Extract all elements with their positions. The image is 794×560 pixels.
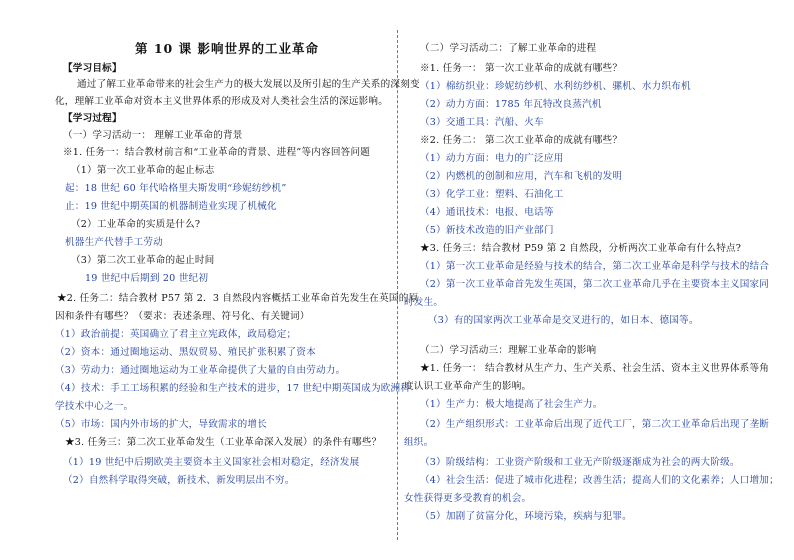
feature-2-line-1: （2）第一次工业革命首先发生英国，第二次工业革命几乎在主要资本主义国家同 — [420, 279, 770, 290]
impact-4-line-2: 女性获得更多受教育的机会。 — [404, 493, 532, 504]
process-heading: 【学习过程】 — [63, 113, 122, 124]
question-1: （1）第一次工业革命的起止标志 — [71, 165, 215, 176]
activity-2-task-1: ※1. 任务一： 第一次工业革命的成就有哪些？ — [420, 63, 623, 74]
condition-4-line-2: 学技术中心之一。 — [55, 401, 134, 412]
second-achievement-1: （1）动力方面：电力的广泛应用 — [420, 153, 564, 164]
task-2-line-1: ★2. 任务二：结合教材 P57 第 2．3 自然段内容概括工业革命首先发生在英国的原 — [57, 293, 419, 304]
question-2: （2）工业革命的实质是什么? — [71, 219, 201, 230]
impact-5: （5）加剧了贫富分化，环境污染，疾病与犯罪。 — [420, 511, 632, 522]
activity-2-task-2: ※2. 任务二： 第二次工业革命的成就有哪些？ — [420, 135, 623, 146]
first-achievement-1: （1）棉纺织业：珍妮纺纱机、水利纺纱机、骡机、水力织布机 — [420, 81, 691, 92]
second-achievement-5: （5）新技术改造的旧产业部门 — [420, 225, 554, 236]
activity-2-heading: （二）学习活动二：了解工业革命的进程 — [420, 43, 597, 54]
feature-2-line-2: 时发生。 — [404, 297, 444, 308]
first-achievement-3: （3）交通工具：汽船、火车 — [420, 117, 544, 128]
q2-answer: 机器生产代替手工劳动 — [65, 237, 163, 248]
second-achievement-3: （3）化学工业：塑料、石油化工 — [420, 189, 564, 200]
q1-start-answer: 起：18 世纪 60 年代哈格里夫斯发明“珍妮纺纱机” — [65, 183, 287, 194]
activity-1-heading: （一）学习活动一： 理解工业革命的背景 — [63, 130, 243, 141]
task-1: ※1. 任务一：结合教材前言和“工业革命的背景、进程”等内容回答问题 — [63, 147, 371, 158]
activity-3-heading: （二）学习活动三：理解工业革命的影响 — [420, 345, 597, 356]
impact-2-line-1: （2）生产组织形式：工业革命后出现了近代工厂，第二次工业革命后出现了垄断 — [420, 419, 770, 430]
impact-2-line-2: 组织。 — [404, 437, 434, 448]
activity-3-task-1-line-2: 度认识工业革命产生的影响。 — [404, 381, 532, 392]
q1-end-answer: 止：19 世纪中期英国的机器制造业实现了机械化 — [65, 201, 277, 212]
second-revolution-condition-1: （1）19 世纪中后期欧美主要资本主义国家社会相对稳定，经济发展 — [63, 457, 360, 468]
activity-3-task-1-line-1: ★1. 任务一： 结合教材从生产力、生产关系、社会生活、资本主义世界体系等角 — [420, 363, 770, 374]
condition-3: （3）劳动力：通过圈地运动为工业革命提供了大量的自由劳动力。 — [55, 365, 346, 376]
task-2-line-2: 因和条件有哪些？（要求：表述条理、符号化、有关键词） — [55, 311, 310, 322]
impact-4-line-1: （4）社会生活：促进了城市化进程；改善生活；提高人们的文化素养；人口增加； — [420, 475, 779, 486]
condition-2: （2）资本：通过圈地运动、黑奴贸易、殖民扩张积累了资本 — [55, 347, 316, 358]
second-achievement-2: （2）内燃机的创制和应用，汽车和飞机的发明 — [420, 171, 623, 182]
first-achievement-2: （2）动力方面：1785 年瓦特改良蒸汽机 — [420, 99, 602, 110]
question-3: （3）第二次工业革命的起止时间 — [71, 255, 215, 266]
lesson-title: 第 10 课 影响世界的工业革命 — [135, 41, 319, 56]
condition-1: （1）政治前提：英国确立了君主立宪政体，政局稳定； — [55, 329, 297, 340]
goal-heading: 【学习目标】 — [63, 63, 122, 74]
goal-text-line-1: 通过了解工业革命带来的社会生产力的极大发展以及所引起的生产关系的深刻变 — [77, 79, 420, 90]
impact-3: （3）阶级结构：工业资产阶级和工业无产阶级逐渐成为社会的两大阶级。 — [420, 457, 740, 468]
q3-answer: 19 世纪中后期到 20 世纪初 — [85, 273, 209, 284]
condition-4-line-1: （4）技术：手工工场积累的经验和生产技术的进步，17 世纪中期英国成为欧洲科 — [55, 383, 411, 394]
column-divider — [397, 30, 398, 540]
feature-1: （1）第一次工业革命是经验与技术的结合，第二次工业革命是科学与技术的结合 — [420, 261, 770, 272]
impact-1: （1）生产力：极大地提高了社会生产力。 — [420, 399, 603, 410]
condition-5: （5）市场：国内外市场的扩大，导致需求的增长 — [55, 419, 267, 430]
feature-3: （3）有的国家两次工业革命是交叉进行的，如日本、德国等。 — [428, 315, 699, 326]
second-revolution-condition-2: （2）自然科学取得突破，新技术、新发明层出不穷。 — [63, 475, 295, 486]
second-achievement-4: （4）通讯技术：电报、电话等 — [420, 207, 554, 218]
task-3: ★3. 任务三：第二次工业革命发生（工业革命深入发展）的条件有哪些？ — [65, 437, 382, 448]
activity-2-task-3: ★3. 任务三：结合教材 P59 第 2 自然段，分析两次工业革命有什么特点? — [420, 243, 742, 254]
goal-text-line-2: 化，理解工业革命对资本主义世界体系的形成及对人类社会生活的深远影响。 — [55, 96, 388, 107]
